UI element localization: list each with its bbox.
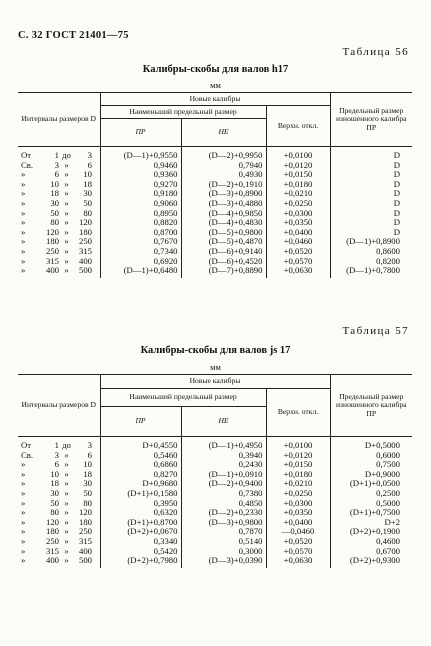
ne-size-cell: 0,3000 bbox=[181, 547, 266, 557]
interval-prefix: » bbox=[21, 178, 26, 189]
intervals-header: Интервалы размеров D bbox=[18, 375, 100, 437]
interval-upper: 120 bbox=[78, 507, 92, 518]
table-56-units: мм bbox=[210, 80, 221, 90]
interval-separator: » bbox=[64, 236, 69, 247]
table-row bbox=[18, 161, 412, 171]
new-gauges-header: Новые калибры bbox=[100, 93, 330, 106]
pr-size-cell: 0,3950 bbox=[100, 499, 181, 509]
worn-size-cell: 0,2500 bbox=[330, 489, 412, 499]
interval-separator: » bbox=[64, 188, 69, 199]
upper-deviation-cell: +0,0180 bbox=[266, 180, 330, 190]
interval-separator: » bbox=[64, 207, 69, 218]
worn-size-cell: 0,7500 bbox=[330, 460, 412, 470]
worn-size-cell: D bbox=[330, 161, 412, 171]
pr-size-cell: 0,6860 bbox=[100, 460, 181, 470]
interval-upper: 50 bbox=[83, 197, 92, 208]
pr-size-cell: 0,9270 bbox=[100, 180, 181, 190]
interval-upper: 250 bbox=[78, 236, 92, 247]
upper-deviation-cell: +0,0150 bbox=[266, 170, 330, 180]
ne-size-cell: (D—2)+0,9400 bbox=[181, 479, 266, 489]
upper-deviation-cell: +0,0630 bbox=[266, 266, 330, 278]
ne-size-cell: (D—3)+0,4880 bbox=[181, 199, 266, 209]
ne-size-cell: (D—3)+0,0390 bbox=[181, 556, 266, 568]
interval-lower: 3 bbox=[54, 159, 59, 170]
interval-upper: 10 bbox=[83, 169, 92, 180]
ne-size-cell: (D—2)+0,2330 bbox=[181, 508, 266, 518]
ne-size-cell: 0,7870 bbox=[181, 527, 266, 537]
interval-lower: 80 bbox=[50, 507, 59, 518]
interval-separator: » bbox=[64, 226, 69, 237]
interval-separator: » bbox=[64, 245, 69, 256]
pr-size-cell: 0,9180 bbox=[100, 189, 181, 199]
ne-size-cell: (D—1)+0,0910 bbox=[181, 470, 266, 480]
interval-separator: » bbox=[64, 468, 69, 479]
ne-size-cell: (D—2)+0,1910 bbox=[181, 180, 266, 190]
interval-separator: » bbox=[64, 449, 69, 460]
interval-prefix: » bbox=[21, 236, 26, 247]
table-57-number: Таблица 57 bbox=[342, 325, 409, 337]
table-row bbox=[18, 537, 412, 547]
interval-prefix: » bbox=[21, 526, 26, 537]
ne-size-cell: (D—4)+0,9850 bbox=[181, 209, 266, 219]
interval-prefix: » bbox=[21, 265, 26, 276]
interval-upper: 30 bbox=[83, 478, 92, 489]
table-57-body bbox=[18, 437, 412, 568]
table-row bbox=[18, 556, 412, 568]
worn-size-cell: (D+1)+0,0500 bbox=[330, 479, 412, 489]
table-57-title: Калибры-скобы для валов js 17 bbox=[140, 345, 291, 356]
interval-separator: » bbox=[64, 507, 69, 518]
interval-prefix: » bbox=[21, 535, 26, 546]
interval-separator: » bbox=[64, 497, 69, 508]
interval-prefix: » bbox=[21, 555, 26, 566]
ne-header: НЕ bbox=[181, 407, 266, 437]
pr-size-cell: 0,5460 bbox=[100, 451, 181, 461]
pr-size-cell: (D+1)+0,8700 bbox=[100, 518, 181, 528]
interval-prefix: » bbox=[21, 507, 26, 518]
interval-lower: 400 bbox=[45, 555, 59, 566]
interval-prefix: » bbox=[21, 459, 26, 470]
interval-prefix: » bbox=[21, 245, 26, 256]
interval-separator: » bbox=[64, 197, 69, 208]
upper-deviation-cell: +0,0350 bbox=[266, 508, 330, 518]
upper-deviation-cell: +0,0570 bbox=[266, 547, 330, 557]
table-56-title: Калибры-скобы для валов h17 bbox=[142, 64, 289, 75]
interval-lower: 80 bbox=[50, 217, 59, 228]
interval-upper: 315 bbox=[78, 535, 92, 546]
worn-size-cell: (D+2)+0,1900 bbox=[330, 527, 412, 537]
worn-size-cell: 0,5000 bbox=[330, 499, 412, 509]
interval-lower: 315 bbox=[45, 545, 59, 556]
interval-separator: » bbox=[64, 535, 69, 546]
upper-deviation-cell: +0,0120 bbox=[266, 161, 330, 171]
interval-prefix: » bbox=[21, 255, 26, 266]
worn-size-cell: D bbox=[330, 199, 412, 209]
ne-size-cell: (D—1)+0,4950 bbox=[181, 437, 266, 451]
worn-size-cell: (D—1)+0,7800 bbox=[330, 266, 412, 278]
interval-upper: 3 bbox=[87, 150, 92, 160]
pr-size-cell: D+0,9680 bbox=[100, 479, 181, 489]
upper-deviation-cell: +0,0350 bbox=[266, 218, 330, 228]
worn-size-cell: 0,4600 bbox=[330, 537, 412, 547]
table-56-number: Таблица 56 bbox=[342, 46, 409, 58]
new-gauges-header: Новые калибры bbox=[100, 375, 330, 389]
ne-size-cell: 0,3940 bbox=[181, 451, 266, 461]
worn-size-cell: D bbox=[330, 180, 412, 190]
interval-upper: 120 bbox=[78, 217, 92, 228]
upper-deviation-cell: +0,0180 bbox=[266, 470, 330, 480]
upper-deviation-cell: +0,0300 bbox=[266, 209, 330, 219]
ne-size-cell: 0,7940 bbox=[181, 161, 266, 171]
ne-size-cell: 0,4850 bbox=[181, 499, 266, 509]
ne-size-cell: (D—6)+0,9140 bbox=[181, 247, 266, 257]
upper-deviation-header: Верхн. откл. bbox=[266, 389, 330, 437]
interval-upper: 6 bbox=[87, 449, 92, 460]
interval-separator: » bbox=[64, 217, 69, 228]
interval-separator: » bbox=[64, 555, 69, 566]
interval-lower: 10 bbox=[50, 468, 59, 479]
least-size-header: Наименьший предельный размер bbox=[100, 389, 266, 407]
table-row bbox=[18, 451, 412, 461]
pr-size-cell: (D+2)+0,7980 bbox=[100, 556, 181, 568]
worn-size-cell: D+0,9000 bbox=[330, 470, 412, 480]
pr-size-cell: 0,8270 bbox=[100, 470, 181, 480]
upper-deviation-header: Верхн. откл. bbox=[266, 106, 330, 147]
least-size-header: Наименьший предельный размер bbox=[100, 106, 266, 119]
interval-separator: » bbox=[64, 516, 69, 527]
pr-size-cell: (D—1)+0,9550 bbox=[100, 147, 181, 161]
interval-cell bbox=[18, 437, 100, 451]
upper-deviation-cell: +0,0400 bbox=[266, 228, 330, 238]
interval-lower: 120 bbox=[45, 226, 59, 237]
worn-size-cell: 0,6000 bbox=[330, 451, 412, 461]
interval-lower: 315 bbox=[45, 255, 59, 266]
table-row bbox=[18, 489, 412, 499]
upper-deviation-cell: +0,0460 bbox=[266, 237, 330, 247]
interval-lower: 180 bbox=[45, 236, 59, 247]
interval-separator: » bbox=[64, 159, 69, 170]
pr-size-cell: 0,8820 bbox=[100, 218, 181, 228]
interval-upper: 500 bbox=[78, 265, 92, 276]
pr-size-cell: 0,6920 bbox=[100, 257, 181, 267]
interval-prefix: » bbox=[21, 197, 26, 208]
interval-prefix: » bbox=[21, 226, 26, 237]
upper-deviation-cell: +0,0210 bbox=[266, 189, 330, 199]
interval-lower: 50 bbox=[50, 207, 59, 218]
worn-gauge-header: Предельный размер изношенного калибра ПР bbox=[330, 93, 412, 147]
interval-upper: 10 bbox=[83, 459, 92, 470]
worn-size-cell: D+2 bbox=[330, 518, 412, 528]
interval-upper: 6 bbox=[87, 159, 92, 170]
interval-separator: » bbox=[64, 255, 69, 266]
worn-size-cell: D bbox=[330, 147, 412, 161]
interval-lower: 250 bbox=[45, 245, 59, 256]
interval-prefix: » bbox=[21, 478, 26, 489]
interval-lower: 18 bbox=[50, 478, 59, 489]
worn-size-cell: D bbox=[330, 170, 412, 180]
pr-size-cell: (D—1)+0,6480 bbox=[100, 266, 181, 278]
upper-deviation-cell: +0,0210 bbox=[266, 479, 330, 489]
pr-size-cell: 0,6320 bbox=[100, 508, 181, 518]
worn-size-cell: (D—1)+0,8900 bbox=[330, 237, 412, 247]
pr-size-cell: 0,8950 bbox=[100, 209, 181, 219]
interval-upper: 18 bbox=[83, 468, 92, 479]
interval-separator: » bbox=[64, 487, 69, 498]
interval-lower: 30 bbox=[50, 487, 59, 498]
interval-lower: 1 bbox=[54, 150, 59, 160]
interval-separator: до bbox=[62, 440, 71, 450]
interval-upper: 500 bbox=[78, 555, 92, 566]
worn-size-cell: 0,8200 bbox=[330, 257, 412, 267]
pr-size-cell: 0,8700 bbox=[100, 228, 181, 238]
worn-size-cell: D bbox=[330, 218, 412, 228]
pr-size-cell: 0,9460 bbox=[100, 161, 181, 171]
table-row bbox=[18, 147, 412, 161]
pr-header: ПР bbox=[100, 119, 181, 147]
ne-size-cell: (D—2)+0,9950 bbox=[181, 147, 266, 161]
interval-prefix: » bbox=[21, 545, 26, 556]
interval-lower: 18 bbox=[50, 188, 59, 199]
interval-lower: 1 bbox=[54, 440, 59, 450]
interval-prefix: » bbox=[21, 207, 26, 218]
ne-size-cell: 0,4930 bbox=[181, 170, 266, 180]
table-57-units: мм bbox=[210, 362, 221, 372]
pr-size-cell: (D+2)+0,0670 bbox=[100, 527, 181, 537]
interval-lower: 50 bbox=[50, 497, 59, 508]
worn-size-cell: (D+1)+0,7500 bbox=[330, 508, 412, 518]
interval-lower: 120 bbox=[45, 516, 59, 527]
pr-size-cell: 0,3340 bbox=[100, 537, 181, 547]
interval-prefix: » bbox=[21, 497, 26, 508]
pr-size-cell: 0,9360 bbox=[100, 170, 181, 180]
upper-deviation-cell: +0,0250 bbox=[266, 489, 330, 499]
ne-size-cell: 0,5140 bbox=[181, 537, 266, 547]
interval-separator: » bbox=[64, 178, 69, 189]
upper-deviation-cell: +0,0520 bbox=[266, 247, 330, 257]
worn-gauge-header: Предельный размер изношенного калибра ПР bbox=[330, 375, 412, 437]
interval-prefix: » bbox=[21, 516, 26, 527]
upper-deviation-cell: —0,0460 bbox=[266, 527, 330, 537]
table-row bbox=[18, 437, 412, 451]
interval-prefix: От bbox=[21, 440, 32, 450]
pr-size-cell: (D+1)+0,1580 bbox=[100, 489, 181, 499]
upper-deviation-cell: +0,0570 bbox=[266, 257, 330, 267]
interval-prefix: Св. bbox=[21, 449, 34, 460]
pr-size-cell: D+0,4550 bbox=[100, 437, 181, 451]
interval-cell bbox=[18, 266, 100, 278]
interval-upper: 30 bbox=[83, 188, 92, 199]
worn-size-cell: D bbox=[330, 209, 412, 219]
interval-upper: 80 bbox=[83, 207, 92, 218]
pr-header: ПР bbox=[100, 407, 181, 437]
ne-size-cell: (D—3)+0,8900 bbox=[181, 189, 266, 199]
interval-separator: » bbox=[64, 478, 69, 489]
table-56-body bbox=[18, 147, 412, 278]
interval-upper: 400 bbox=[78, 545, 92, 556]
interval-prefix: От bbox=[21, 150, 32, 160]
upper-deviation-cell: +0,0120 bbox=[266, 451, 330, 461]
ne-size-cell: (D—6)+0,4520 bbox=[181, 257, 266, 267]
interval-prefix: » bbox=[21, 468, 26, 479]
table-56 bbox=[18, 92, 412, 278]
interval-upper: 80 bbox=[83, 497, 92, 508]
pr-size-cell: 0,5420 bbox=[100, 547, 181, 557]
interval-prefix: Св. bbox=[21, 159, 34, 170]
interval-prefix: » bbox=[21, 217, 26, 228]
interval-cell bbox=[18, 147, 100, 161]
upper-deviation-cell: +0,0250 bbox=[266, 199, 330, 209]
interval-prefix: » bbox=[21, 169, 26, 180]
pr-size-cell: 0,9060 bbox=[100, 199, 181, 209]
ne-size-cell: (D—5)+0,4870 bbox=[181, 237, 266, 247]
interval-prefix: » bbox=[21, 188, 26, 199]
interval-separator: » bbox=[64, 545, 69, 556]
interval-separator: » bbox=[64, 265, 69, 276]
interval-separator: » bbox=[64, 459, 69, 470]
upper-deviation-cell: +0,0400 bbox=[266, 518, 330, 528]
ne-size-cell: 0,7380 bbox=[181, 489, 266, 499]
interval-separator: до bbox=[62, 150, 71, 160]
table-row bbox=[18, 266, 412, 278]
pr-size-cell: 0,7670 bbox=[100, 237, 181, 247]
interval-upper: 315 bbox=[78, 245, 92, 256]
interval-upper: 400 bbox=[78, 255, 92, 266]
ne-size-cell: (D—7)+0,8890 bbox=[181, 266, 266, 278]
table-row bbox=[18, 479, 412, 489]
upper-deviation-cell: +0,0150 bbox=[266, 460, 330, 470]
interval-upper: 3 bbox=[87, 440, 92, 450]
interval-lower: 6 bbox=[54, 169, 59, 180]
interval-separator: » bbox=[64, 526, 69, 537]
interval-upper: 180 bbox=[78, 226, 92, 237]
interval-lower: 180 bbox=[45, 526, 59, 537]
upper-deviation-cell: +0,0520 bbox=[266, 537, 330, 547]
ne-size-cell: (D—4)+0,4830 bbox=[181, 218, 266, 228]
worn-size-cell: D+0,5000 bbox=[330, 437, 412, 451]
worn-size-cell: D bbox=[330, 189, 412, 199]
interval-cell bbox=[18, 556, 100, 568]
worn-size-cell: D bbox=[330, 228, 412, 238]
interval-lower: 3 bbox=[54, 449, 59, 460]
ne-size-cell: (D—3)+0,9800 bbox=[181, 518, 266, 528]
worn-size-cell: (D+2)+0,9300 bbox=[330, 556, 412, 568]
table-row bbox=[18, 527, 412, 537]
ne-size-cell: (D—5)+0,9800 bbox=[181, 228, 266, 238]
upper-deviation-cell: +0,0300 bbox=[266, 499, 330, 509]
interval-lower: 250 bbox=[45, 535, 59, 546]
interval-upper: 50 bbox=[83, 487, 92, 498]
interval-lower: 10 bbox=[50, 178, 59, 189]
worn-size-cell: 0,8600 bbox=[330, 247, 412, 257]
upper-deviation-cell: +0,0100 bbox=[266, 437, 330, 451]
ne-size-cell: 0,2430 bbox=[181, 460, 266, 470]
ne-header: НЕ bbox=[181, 119, 266, 147]
intervals-header: Интервалы размеров D bbox=[18, 93, 100, 147]
interval-lower: 6 bbox=[54, 459, 59, 470]
interval-lower: 400 bbox=[45, 265, 59, 276]
interval-lower: 30 bbox=[50, 197, 59, 208]
interval-upper: 18 bbox=[83, 178, 92, 189]
interval-upper: 180 bbox=[78, 516, 92, 527]
pr-size-cell: 0,7340 bbox=[100, 247, 181, 257]
worn-size-cell: 0,6700 bbox=[330, 547, 412, 557]
table-57 bbox=[18, 374, 412, 568]
upper-deviation-cell: +0,0100 bbox=[266, 147, 330, 161]
interval-upper: 250 bbox=[78, 526, 92, 537]
interval-prefix: » bbox=[21, 487, 26, 498]
interval-separator: » bbox=[64, 169, 69, 180]
upper-deviation-cell: +0,0630 bbox=[266, 556, 330, 568]
page-header: С. 32 ГОСТ 21401—75 bbox=[18, 30, 129, 41]
